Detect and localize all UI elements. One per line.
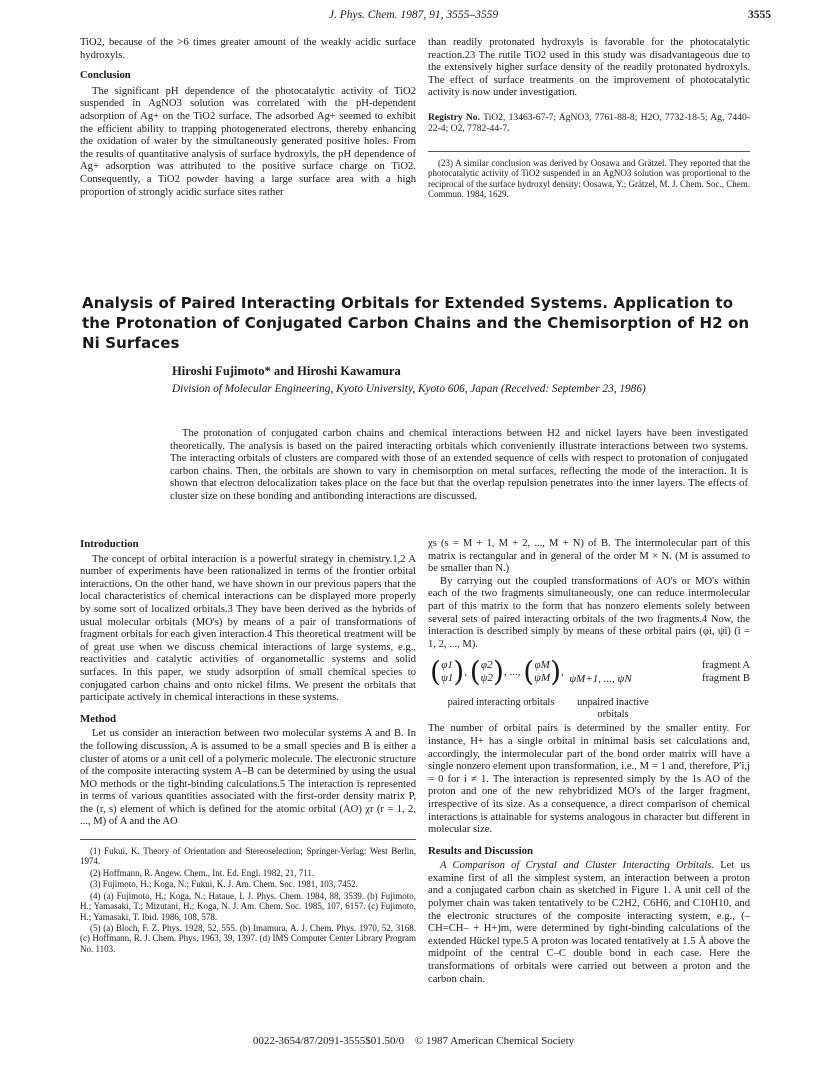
abstract-text: The protonation of conjugated carbon chains and chemical interactions between H2 and nickel layers have been investigated theoretically. The analysis is based on the paired interacting orbitals which conveniently illustrate interactions between two systems. The interacting orbitals of clusters are compared with those of an extended sequence of cells with respect to protonation of conjugated carbon chains. Then, the orbitals are shown to vary in chemisorption on metal surfaces, reflecting the mode of the interaction. It is shown that electron delocalization takes place on the face but that the overlap repulsion penetrates into the inner layers. The effects of cluster size on these bonding and antibonding interactions are discussed. — [170, 428, 748, 502]
introduction-heading: Introduction — [80, 538, 139, 550]
footnote-item: (5) (a) Bloch, F. Z. Phys. 1928, 52, 555. (b) Imamura, A. J. Chem. Phys. 1970, 52, 3168. (c) Hoffmann, R. J. Chem. Phys. 1963, 39, 1397. (d) IMS Computer Center Library Program No. 1103. — [80, 922, 416, 954]
page-number: 3555 — [748, 9, 771, 21]
matrix-ellipsis: ..., — [509, 666, 521, 679]
prev-article-right-text: than readily protonated hydroxyls is favorable for the photocatalytic reaction.23 The rutile TiO2 used in this study was disadvantageous due to the extensively higher surface density of the readily protonated hydroxyls. The effect of surface treatments on the improvement of photocatalytic activity is now under investigation. — [428, 37, 750, 99]
article-right-column — [428, 538, 750, 986]
article-title: Analysis of Paired Interacting Orbitals for Extended Systems. Application to the Protonation of Conjugated Carbon Chains and the Chemisorption of H2 on Ni Surfaces — [82, 294, 750, 352]
right-paragraph-3: The number of orbital pairs is determined by the smaller entity. For instance, H+ has a single orbital in minimal basis set calculations and, accordingly, the intermolecular part of the bond order matrix will have a single nonzero element upon transformation, i.e., M = 1 and, therefore, P′i,j = 0 for i ≠ 1. The interaction is represented simply by the 1s AO of the proton and one of the new rehybridized MO's of the larger fragment, irrespective of its size. As a consequence, a direct comparison of chemical interactions is attainable for systems analogous in character but different in molecular size. — [428, 723, 750, 836]
results-body: Let us examine first of all the simplest system, an interaction between a proton and a conjugated carbon chain as sketched in Figure 1. A unit cell of the polymer chain was taken tentatively to be C2H2, C6H6, and C10H10, and the electronic structures of the composite interacting system, e.g., (–CH=CH– + H+)m, were determined by tight-binding calculations of the extended Hückel type.5 A proton was located tentatively at 1.5 Å above the midpoint of the central C–C double bond in each case. Here the transformations of orbitals were carried out between a proton and the carbon chain. — [428, 860, 750, 985]
page-footer — [0, 1035, 827, 1047]
article-code: 0022-3654/87/2091-3555$01.50/0 — [252, 1035, 405, 1047]
fragment-labels — [702, 659, 750, 685]
copyright: © 1987 American Chemical Society — [414, 1035, 575, 1047]
footnote-item: (1) Fukui, K. Theory of Orientation and Stereoselection; Springer-Verlag: West Berlin, 1974. — [80, 846, 416, 867]
registry-text: TiO2, 13463-67-7; AgNO3, 7761-88-8; H2O, 7732-18-5; Ag, 7440-22-4; O2, 7782-44-7. — [428, 111, 750, 135]
orbital-pairs: ( φ1 ψ1 ) , ( φ2 ψ2 ) , ..., ( φM ψM ) , ψM+1, ..., ψN — [430, 655, 632, 689]
phi-1: φ1 — [441, 659, 453, 672]
footnotes — [80, 846, 416, 954]
results-subheading: A Comparison of Crystal and Cluster Interacting Orbitals. — [440, 860, 714, 872]
registry-numbers — [428, 112, 750, 135]
authors: Hiroshi Fujimoto* and Hiroshi Kawamura — [172, 364, 401, 378]
footnote-23-text: (23) A similar conclusion was derived by Oosawa and Grätzel. They reported that the photocatalytic activity of TiO2 suspended in an AgNO3 solution was proportional to the reciprocal of the surface hydroxyl density: Oosawa, Y.; Grätzel, M. J. Chem. Soc., Chem. Commun. 1984, 1629. — [428, 157, 750, 200]
results-text — [428, 860, 750, 986]
psi-1: ψ1 — [440, 672, 454, 685]
results-heading: Results and Discussion — [428, 844, 534, 857]
conclusion-heading: Conclusion — [80, 70, 131, 82]
phi-2: φ2 — [481, 659, 493, 672]
introduction-text: The concept of orbital interaction is a powerful strategy in chemistry.1,2 A number of experiments have been rationalized in terms of the frontier orbital interactions. On the other hand, we have shown in our previous papers that the local characteristics of chemical interactions can be displayed more properly by some sort of localized orbitals.3 They have been derived as the hybrids of usual molecular orbitals (MO's) by means of a pair of transformations of fragment orbitals for each given interaction.4 This theoretical treatment will be of great use when we discuss chemical interactions of large systems, e.g., reactivities and catalytic activities of organometallic systems and solid surfaces. In this paper, we study adsorption of small chemical species to conjugated carbon chains and onto nickel films. We present the orbitals that participate actively in chemical interactions in these systems. — [80, 553, 416, 704]
conclusion-text: The significant pH dependence of the photocatalytic activity of TiO2 suspended in AgNO3 solution was correlated with the pH-dependent adsorption of Ag+ on the TiO2 surface. The adsorbed Ag+ seemed to exhibit the efficient ability to trapping photogenerated electrons, thereby enhancing the oxidation of water by the simultaneously generated positive holes. From the results of quantitative analysis of surface hydroxyls, the pH dependence of Ag+ adsorption was attributed to the positive surface charge on TiO2. Consequently, a TiO2 powder having a large surface area with a high proportion of strongly acidic surface sites rather — [80, 85, 416, 198]
fragment-b-label: fragment B — [702, 673, 750, 685]
fragment-a-label: fragment A — [702, 660, 750, 672]
footnote-item: (2) Hoffmann, R. Angew. Chem., Int. Ed. Engl. 1982, 21, 711. — [90, 867, 315, 878]
registry-label: Registry No. — [428, 111, 480, 123]
footnotes-rule — [80, 839, 416, 840]
running-header — [0, 9, 827, 25]
footnote-23 — [428, 158, 750, 200]
prev-article-left-column — [80, 37, 416, 199]
method-heading: Method — [80, 712, 116, 725]
method-text: Let us consider an interaction between two molecular systems A and B. In the following discussion, A is assumed to be a small species and B is either a cluster of atoms or a unit cell of a polymeric molecule. The electronic structure of the composite interacting system A–B can be determined by using the usual MO methods or the tight-binding calculations.5 The interaction is represented in terms of various quantities associated with the first-order density matrix P, the (r, s) element of which is defined for the atomic orbital (AO) χr (r = 1, 2, ..., M) of A and the AO — [80, 728, 416, 828]
phi-m: φM — [534, 659, 550, 672]
unpaired-orbitals: ψM+1, ..., ψN — [569, 673, 632, 686]
prev-article-intro: TiO2, because of the >6 times greater amount of the weakly acidic surface hydroxyls. — [80, 37, 416, 61]
journal-citation: J. Phys. Chem. 1987, 91, 3555–3559 — [328, 9, 499, 21]
right-paragraph-1: χs (s = M + 1, M + 2, ..., M + N) of B. The intermolecular part of this matrix is rectangular and in general of the order M × N. (M is assumed to be smaller than N.) — [428, 538, 750, 575]
article-left-column — [80, 538, 416, 955]
abstract — [170, 428, 748, 504]
paired-label: paired interacting orbitals — [447, 697, 555, 709]
footnote-item: (4) (a) Fujimoto, H.; Koga, N.; Hataue, I. J. Phys. Chem. 1984, 88, 3539. (b) Fujimoto, H.; Yamasaki, T.; Mizutani, H.; Koga, N. J. Am. Chem. Soc. 1985, 107, 6157. (c) Fujimoto, H.; Yamasaki, T. Ibid. 1986, 108, 578. — [80, 890, 416, 922]
footnote-item: (3) Fujimoto, H.; Koga, N.; Fukui, K. J. Am. Chem. Soc. 1981, 103, 7452. — [90, 879, 359, 890]
psi-m: ψM — [534, 672, 551, 685]
footnote-rule — [428, 151, 750, 152]
right-paragraph-2: By carrying out the coupled transformations of AO's or MO's within each of the two fragments simultaneously, one can reduce intermolecular part of this matrix to the form that has nonzero elements solely between several sets of paired interacting orbitals of the two fragments.4 Now, the interaction is described simply by means of these orbital pairs (φi, ψi) (i = 1, 2, ..., M). — [428, 575, 750, 650]
affiliation: Division of Molecular Engineering, Kyoto University, Kyoto 606, Japan (Received: September 23, 1986) — [172, 383, 646, 395]
prev-article-right-column — [428, 37, 750, 201]
matrix-caption — [428, 697, 750, 723]
psi-2: ψ2 — [480, 672, 493, 685]
orbital-pair-matrix — [428, 657, 750, 695]
unpaired-label: unpaired inactive orbitals — [577, 697, 649, 721]
